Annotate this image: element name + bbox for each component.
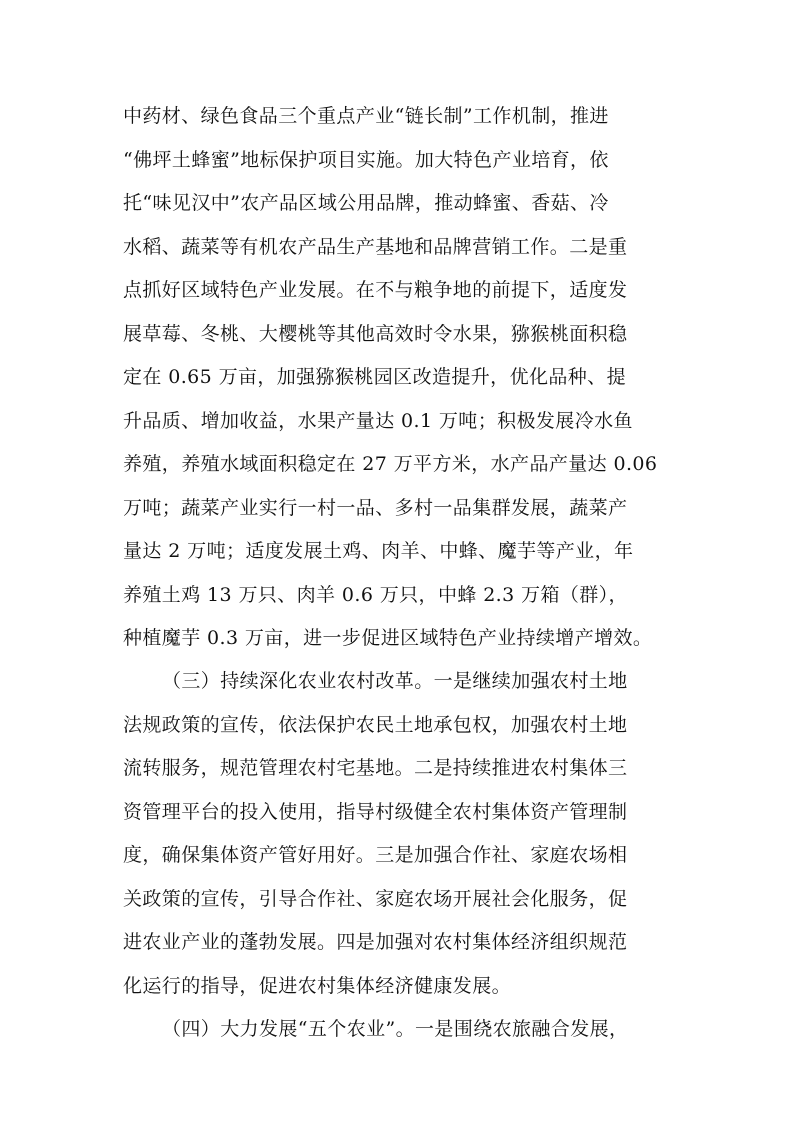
text-line: 展草莓、冬桃、大樱桃等其他高效时令水果，猕猴桃面积稳	[123, 323, 628, 345]
text-line: 中药材、绿色食品三个重点产业“链长制”工作机制，推进	[123, 105, 609, 127]
text-line: 法规政策的宣传，依法保护农民土地承包权，加强农村土地	[123, 714, 628, 736]
text-line: 定在 0.65 万亩，加强猕猴桃园区改造提升，优化品种、提	[123, 366, 626, 388]
text-line: “佛坪土蜂蜜”地标保护项目实施。加大特色产业培育，依	[123, 149, 609, 171]
paragraph-heading-line: （四）大力发展“五个农业”。一是围绕农旅融合发展，	[162, 1018, 629, 1040]
paragraph-heading-line: （三）持续深化农业农村改革。一是继续加强农村土地	[162, 670, 628, 692]
text-line: 度，确保集体资产管好用好。三是加强合作社、家庭农场相	[123, 844, 628, 866]
text-line: 养殖，养殖水域面积稳定在 27 万平方米，水产品产量达 0.06	[123, 453, 658, 475]
text-line: 量达 2 万吨；适度发展土鸡、肉羊、中蜂、魔芋等产业，年	[123, 540, 634, 562]
text-line: 水稻、蔬菜等有机农产品生产基地和品牌营销工作。二是重	[123, 236, 628, 258]
text-line: 升品质、增加收益，水果产量达 0.1 万吨；积极发展冷水鱼	[123, 410, 633, 432]
text-line: 养殖土鸡 13 万只、肉羊 0.6 万只，中蜂 2.3 万箱（群），	[123, 584, 628, 606]
text-line: 进农业产业的蓬勃发展。四是加强对农村集体经济组织规范	[123, 931, 628, 953]
text-line: 万吨；蔬菜产业实行一村一品、多村一品集群发展，蔬菜产	[123, 497, 628, 519]
text-line: 关政策的宣传，引导合作社、家庭农场开展社会化服务，促	[123, 888, 628, 910]
text-line: 托“味见汉中”农产品区域公用品牌，推动蜂蜜、香菇、冷	[123, 192, 609, 214]
text-line: 种植魔芋 0.3 万亩，进一步促进区域特色产业持续增产增效。	[123, 627, 653, 649]
text-line: 点抓好区域特色产业发展。在不与粮争地的前提下，适度发	[123, 279, 628, 301]
text-line: 资管理平台的投入使用，指导村级健全农村集体资产管理制	[123, 801, 628, 823]
text-line: 化运行的指导，促进农村集体经济健康发展。	[123, 975, 512, 997]
text-line: 流转服务，规范管理农村宅基地。二是持续推进农村集体三	[123, 757, 628, 779]
